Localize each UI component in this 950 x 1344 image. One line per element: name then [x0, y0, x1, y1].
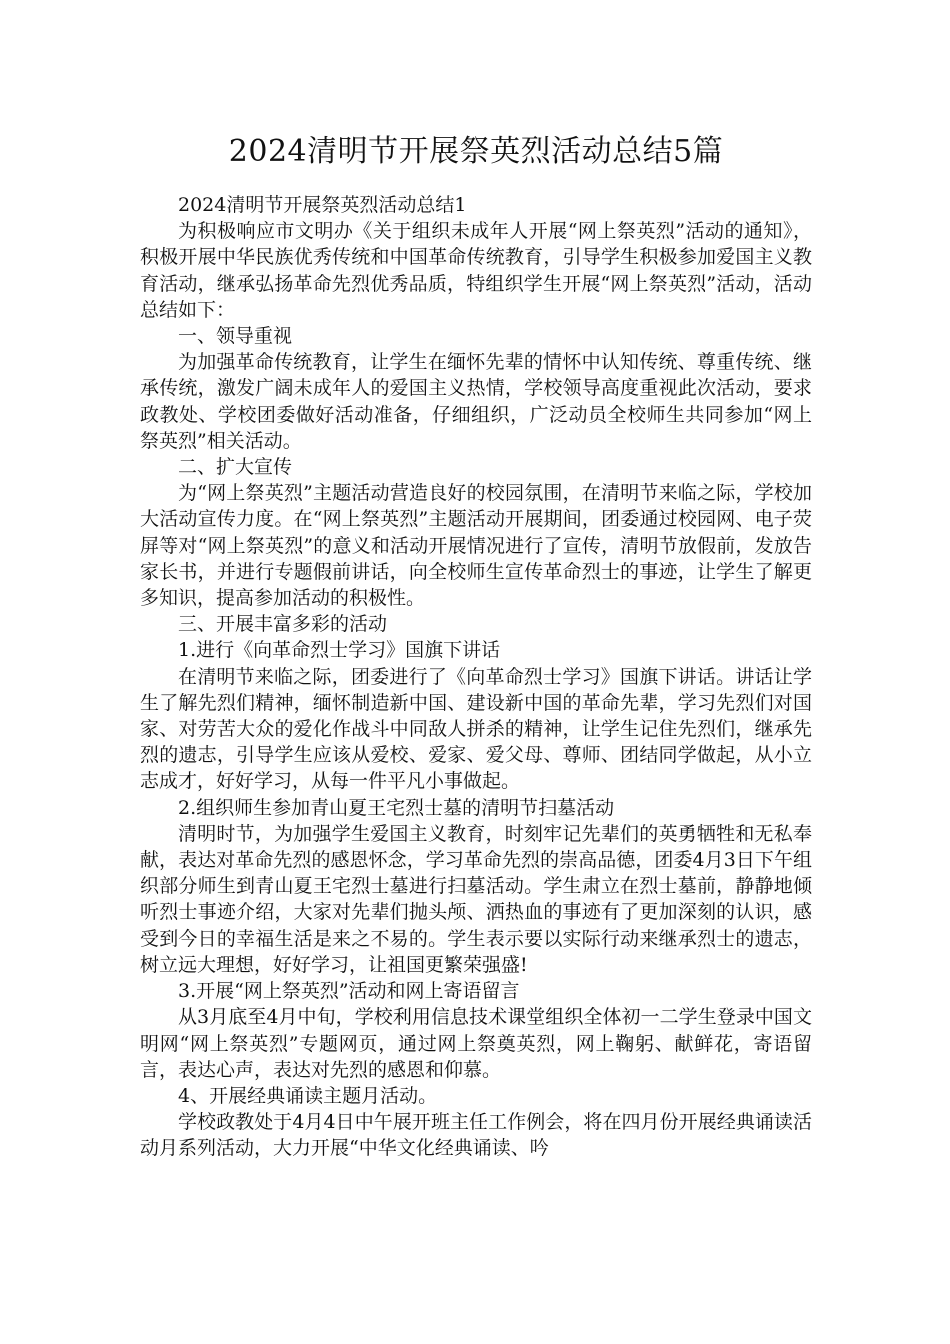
heading-leadership: 一、领导重视 [178, 325, 293, 348]
document-page [140, 130, 812, 1162]
paragraph-activity-1: 在清明节来临之际，团委进行了《向革命烈士学习》国旗下讲话。讲话让学生了解先烈们精神，缅怀制造新中国、建设新中国的革命先辈，学习先烈们对国家、对劳苦大众的爱化作战斗中同敌人拼杀的精神，让学生记住先烈们，继承先烈的遗志，引导学生应该从爱校、爱家、爱父母、尊师、团结同学做起，从小立志成才，好好学习，从每一件平凡小事做起。 [140, 665, 812, 793]
heading-publicity: 二、扩大宣传 [178, 456, 293, 479]
paragraph-leadership: 为加强革命传统教育，让学生在缅怀先辈的情怀中认知传统、尊重传统、继承传统，激发广阔未成年人的爱国主义热情，学校领导高度重视此次活动，要求政教处、学校团委做好活动准备，仔细组织，广泛动员全校师生共同参加“网上祭英烈”相关活动。 [140, 351, 812, 452]
heading-activity-1: 1.进行《向革命烈士学习》国旗下讲话 [178, 639, 501, 662]
section-subtitle: 2024清明节开展祭英烈活动总结1 [178, 194, 467, 216]
document-title: 2024清明节开展祭英烈活动总结5篇 [228, 134, 724, 169]
paragraph-activity-4: 学校政教处于4月4日中午展开班主任工作例会，将在四月份开展经典诵读活动月系列活动，大力开展“中华文化经典诵读、吟 [140, 1111, 812, 1160]
paragraph-publicity: 为“网上祭英烈”主题活动营造良好的校园氛围，在清明节来临之际，学校加大活动宣传力度。在“网上祭英烈”主题活动开展期间，团委通过校园网、电子荧屏等对“网上祭英烈”的意义和活动开展情况进行了宣传，清明节放假前，发放告家长书，并进行专题假前讲话，向全校师生宣传革命烈士的事迹，让学生了解更多知识，提高参加活动的积极性。 [140, 482, 812, 610]
heading-activity-4: 4、开展经典诵读主题月活动。 [178, 1084, 438, 1107]
paragraph-activity-3: 从3月底至4月中旬，学校利用信息技术课堂组织全体初一二学生登录中国文明网“网上祭英烈”专题网页，通过网上祭奠英烈，网上鞠躬、献鲜花，寄语留言，表达心声，表达对先烈的感恩和仰慕。 [140, 1006, 812, 1081]
paragraph-activity-2: 清明时节，为加强学生爱国主义教育，时刻牢记先辈们的英勇牺牲和无私奉献，表达对革命先烈的感恩怀念，学习革命先烈的崇高品德，团委4月3日下午组织部分师生到青山夏王宅烈士墓进行扫墓活动。学生肃立在烈士墓前，静静地倾听烈士事迹介绍，大家对先辈们抛头颅、洒热血的事迹有了更加深刻的认识，感受到今日的幸福生活是来之不易的。学生表示要以实际行动来继承烈士的遗志，树立远大理想，好好学习，让祖国更繁荣强盛! [140, 822, 812, 976]
heading-activity-2: 2.组织师生参加青山夏王宅烈士墓的清明节扫墓活动 [178, 796, 615, 819]
document-body [140, 192, 812, 1162]
paragraph-intro: 为积极响应市文明办《关于组织未成年人开展“网上祭英烈”活动的通知》，积极开展中华民族优秀传统和中国革命传统教育，引导学生积极参加爱国主义教育活动，继承弘扬革命先烈优秀品质，特组织学生开展“网上祭英烈”活动，活动总结如下： [140, 220, 812, 321]
heading-activities: 三、开展丰富多彩的活动 [178, 613, 388, 636]
heading-activity-3: 3.开展“网上祭英烈”活动和网上寄语留言 [178, 980, 520, 1003]
